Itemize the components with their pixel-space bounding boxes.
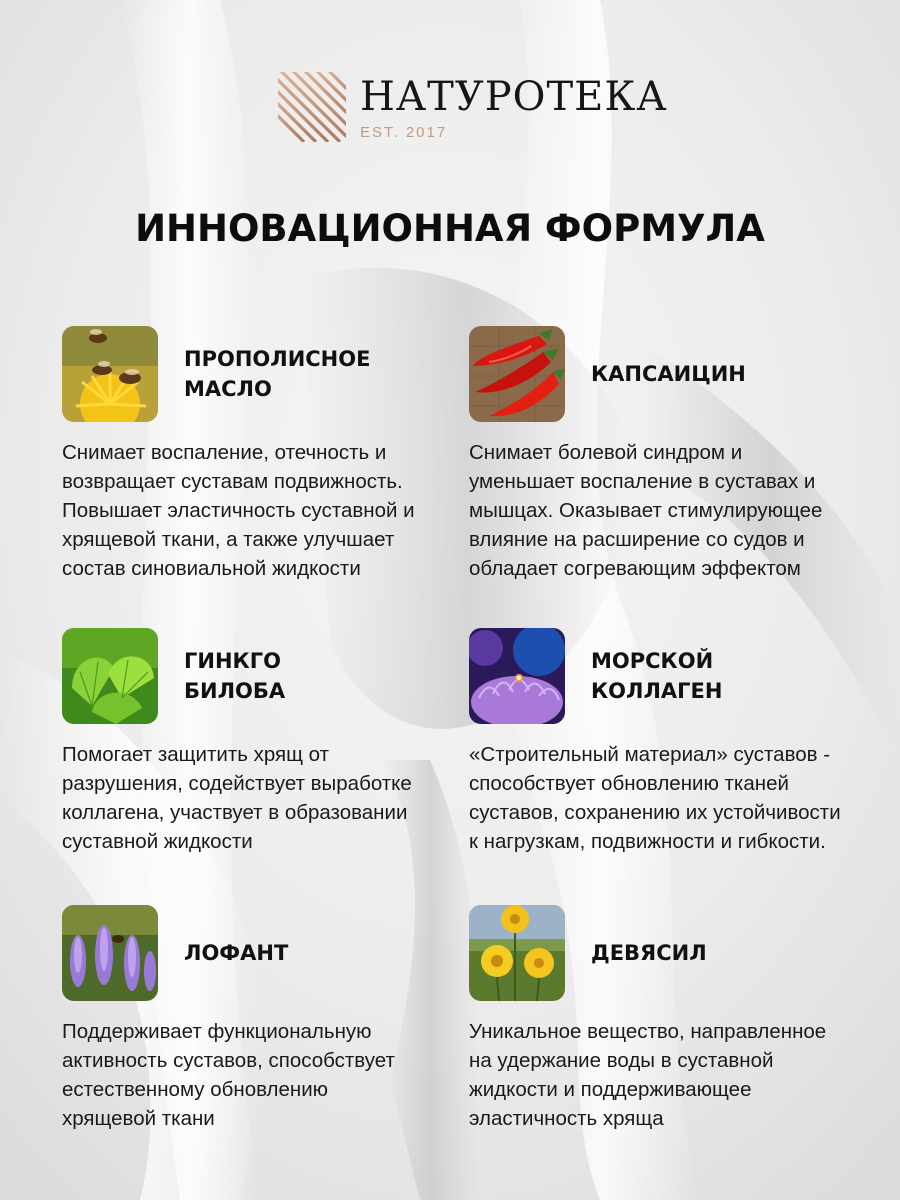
ingredient-name: ГИНКГО БИЛОБА (184, 649, 286, 703)
ingredient-name: ПРОПОЛИСНОЕ МАСЛО (184, 347, 371, 401)
ingredient-name: ЛОФАНТ (184, 941, 289, 965)
purple-agastache-flowers-icon (62, 905, 158, 1001)
ingredient-description: Помогает защитить хрящ от разрушения, содействует выработке коллагена, участвует в образовании суставной жидкости (62, 743, 412, 853)
ingredient-name: ДЕВЯСИЛ (591, 941, 707, 965)
brand-mark-icon (278, 72, 346, 142)
page-title: ИННОВАЦИОННАЯ ФОРМУЛА (135, 207, 765, 250)
bees-on-dandelion-icon (62, 326, 158, 422)
yellow-elecampane-flowers-icon (469, 905, 565, 1001)
ingredient-description: Снимает воспаление, отечность и возвращает суставам подвижность. Повышает эластичность суставной и хрящевой ткани, а также улучшает состав синовиальной жидкости (62, 441, 415, 580)
ingredient-description: Уникальное вещество, направленное на удержание воды в суставной жидкости и поддерживающее эластичность хряща (469, 1020, 827, 1130)
brand-logo (278, 72, 668, 144)
sea-anemone-icon (469, 628, 565, 724)
ingredient-name: КАПСАИЦИН (591, 362, 746, 386)
red-chili-peppers-icon (469, 326, 565, 422)
ingredient-description: Поддерживает функциональную активность суставов, способствует естественному обновлению хрящевой ткани (62, 1020, 395, 1130)
brand-est: EST. 2017 (360, 124, 448, 141)
ingredient-description: «Строительный материал» суставов - способствует обновлению тканей суставов, сохранению их устойчивости к нагрузкам, подвижности и гибкости. (469, 743, 841, 853)
ingredient-name: МОРСКОЙ КОЛЛАГЕН (591, 649, 723, 703)
ingredient-description: Снимает болевой синдром и уменьшает воспаление в суставах и мышцах. Оказывает стимулирующее влияние на расширение со судов и обладает согревающим эффектом (469, 441, 823, 580)
brand-name: НАТУРОТЕКА (360, 74, 668, 120)
ginkgo-leaves-icon (62, 628, 158, 724)
